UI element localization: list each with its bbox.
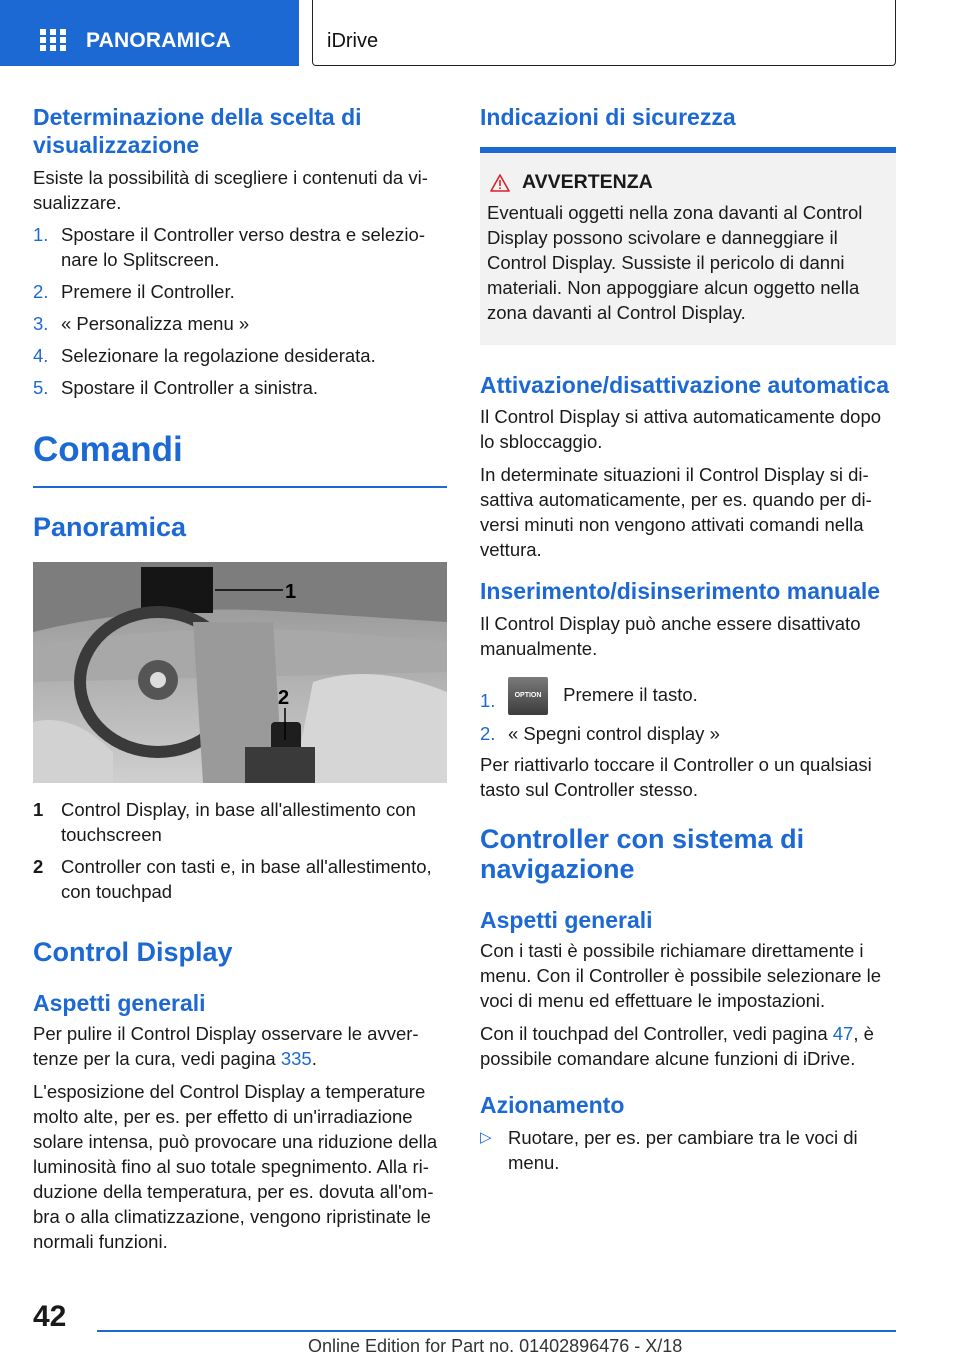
heading-selection: Determinazione della scelta di visualizzazione: [33, 104, 362, 158]
bullet-item: [480, 1125, 896, 1175]
option-button-icon: OPTION: [508, 677, 548, 715]
list-text: « Spegni control display »: [508, 723, 720, 744]
paragraph-text: Con il touchpad del Controller, vedi pagina: [480, 1023, 833, 1044]
grid-icon: [40, 29, 66, 51]
heading-azionamento: Azionamento: [480, 1092, 625, 1118]
caption-number: 1: [33, 799, 44, 820]
heading-controller-nav: Controller con sistema di navigazione: [480, 824, 805, 884]
warning-text: Eventuali oggetti nella zona davanti al Control Display possono scivolare e danneggiare il Control Display. Sussiste il pericolo di danni materiali. Non appoggiare alcun oggetto nella zona davanti al Control Display.: [487, 202, 863, 323]
section-tab-label: PANORAMICA: [86, 29, 232, 52]
selection-intro: Esiste la possibilità di scegliere i contenuti da visualizzare.: [33, 167, 428, 213]
warning-box: [480, 153, 896, 345]
caption-item: [33, 797, 447, 847]
caption-item: [33, 854, 447, 904]
list-text: Premere il tasto.: [558, 683, 698, 705]
page-link[interactable]: 335: [280, 1048, 312, 1069]
list-item: [33, 375, 447, 400]
paragraph-text: , è possibile comandare alcune funzioni di iDrive.: [480, 1023, 874, 1069]
caption-text: Controller con tasti e, in base all'allestimento, con touchpad: [61, 856, 432, 902]
list-text-wrap: [508, 677, 896, 715]
list-number: 3.: [33, 313, 49, 334]
list-item: [33, 279, 447, 304]
aspetti-p2: [480, 1021, 896, 1071]
list-number: 1.: [480, 690, 496, 711]
list-number: 4.: [33, 345, 49, 366]
list-text: Premere il Controller.: [61, 281, 235, 302]
list-number: 2.: [33, 281, 49, 302]
inserimento-p2: Per riattivarlo toccare il Controller o un qualsiasi tasto sul Controller stesso.: [480, 754, 872, 800]
heading-aspetti-right: Aspetti generali: [480, 907, 653, 933]
list-text: Selezionare la regolazione desiderata.: [61, 345, 376, 366]
page-number: 42: [33, 1300, 67, 1333]
header-title: iDrive: [327, 30, 379, 52]
aspetti-p1: Con i tasti è possibile richiamare direttamente i menu. Con il Controller è possibile selezionare le voci di menu ed effettuare le impostazioni.: [480, 940, 882, 1011]
list-text: « Personalizza menu »: [61, 313, 250, 334]
section-tab[interactable]: [0, 0, 299, 66]
list-item: [33, 222, 447, 272]
caption-number: 2: [33, 856, 44, 877]
list-item: [33, 343, 447, 368]
heading-comandi: Comandi: [33, 430, 183, 469]
list-number: 5.: [33, 377, 49, 398]
bullet-text: Ruotare, per es. per cambiare tra le voci di menu.: [508, 1127, 858, 1173]
footer-rule: [97, 1330, 896, 1332]
list-item: [33, 311, 447, 336]
cockpit-illustration: [33, 562, 447, 783]
cockpit-photo: [33, 562, 447, 783]
list-number: 1.: [33, 224, 49, 245]
warning-triangle-icon: [490, 174, 510, 192]
warning-header: [487, 171, 888, 194]
cleaning-paragraph: [33, 1021, 447, 1071]
triangle-bullet-icon: ▷: [480, 1129, 492, 1146]
list-number: 2.: [480, 723, 496, 744]
right-column: [480, 100, 896, 1175]
attivazione-p2: In determinate situazioni il Control Display si disattiva automaticamente, per es. quando per diversi minuti non vengono attivati comandi nella vettura.: [480, 464, 872, 560]
inserimento-p1: Il Control Display può anche essere disattivato manualmente.: [480, 613, 861, 659]
azionamento-list: [480, 1125, 896, 1175]
callout-1: 1: [285, 581, 297, 603]
left-column: [33, 100, 447, 1254]
heading-inserimento: Inserimento/disinserimento manuale: [480, 578, 881, 604]
list-text: Spostare il Controller a sinistra.: [61, 377, 319, 398]
callout-2: 2: [278, 687, 290, 709]
page-link[interactable]: 47: [832, 1023, 854, 1044]
list-text: Spostare il Controller verso destra e selezionare lo Splitscreen.: [61, 224, 426, 270]
attivazione-p1: Il Control Display si attiva automaticamente dopo lo sbloccaggio.: [480, 406, 882, 452]
caption-text: Control Display, in base all'allestimento con touchscreen: [61, 799, 416, 845]
paragraph-text: Per pulire il Control Display osservare le avvertenze per la cura, vedi pagina: [33, 1023, 419, 1069]
heading-sicurezza: Indicazioni di sicurezza: [480, 104, 736, 130]
steps-list: [33, 222, 447, 400]
temperature-paragraph: L'esposizione del Control Display a temperature molto alte, per es. per effetto di un'irradiazione solare intensa, può provocare una riduzione della luminosità fino al suo totale spegnimento. Alla riduzione della temperatura, per es. dovuta all'ombra o alla climatizzazione, vengono ripristinate le normali funzioni.: [33, 1081, 438, 1252]
heading-attivazione: Attivazione/disattivazione automatica: [480, 372, 889, 398]
heading-aspetti: Aspetti generali: [33, 990, 206, 1016]
heading-rule: [33, 486, 447, 488]
paragraph-text: .: [311, 1048, 317, 1069]
list-item: [480, 721, 896, 746]
captions-list: [33, 797, 447, 904]
warning-title: AVVERTENZA: [522, 171, 653, 193]
heading-control-display: Control Display: [33, 937, 233, 967]
heading-panoramica: Panoramica: [33, 512, 187, 542]
list-item: [480, 677, 896, 715]
header-title-box: [312, 0, 896, 66]
footer-edition: Online Edition for Part no. 01402896476 - X/18: [308, 1336, 683, 1356]
inserimento-steps: [480, 677, 896, 746]
